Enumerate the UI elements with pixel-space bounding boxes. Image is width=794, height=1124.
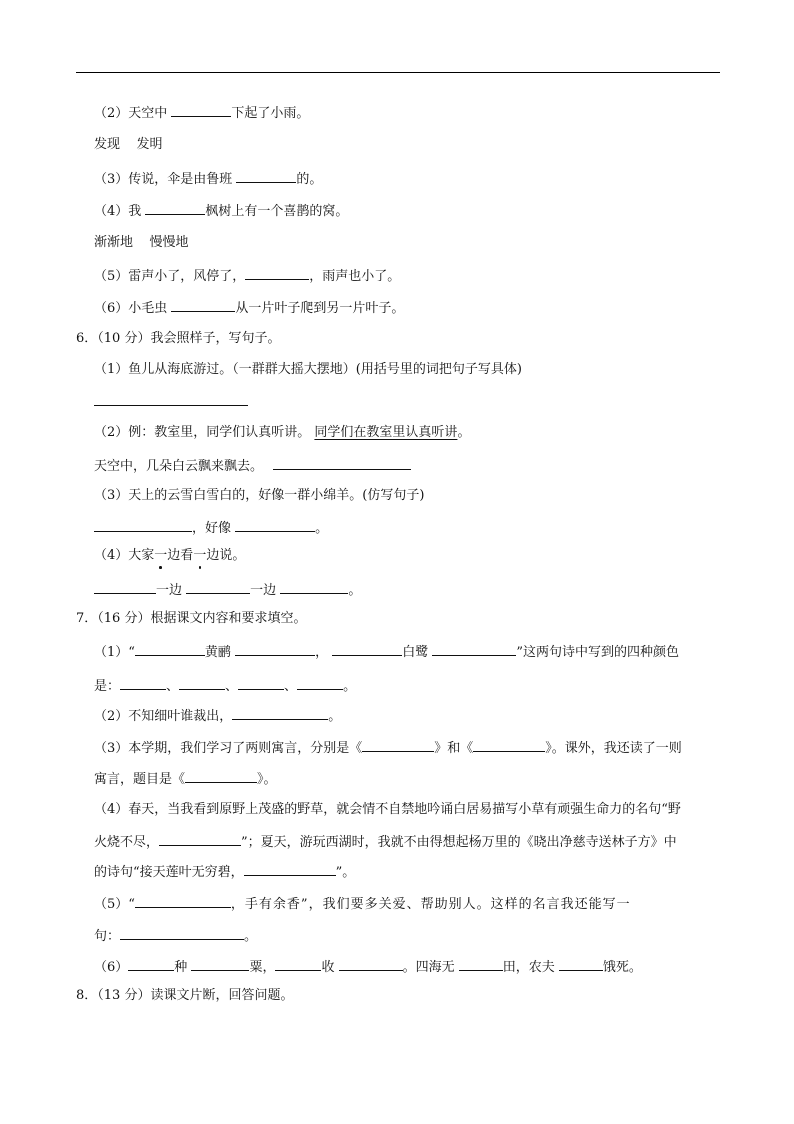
q7-item-3-text: 》和《 [434,741,474,756]
q6-item-4-end: 。 [348,583,362,598]
answer-blank[interactable] [245,266,309,280]
answer-blank[interactable] [473,738,545,752]
q7-item-1-text: ”这两句诗中写到的四种颜色 [516,645,680,660]
q7-header [76,610,306,628]
q6-item-2-example: 同学们在教室里认真听讲 [314,425,458,440]
q6-item-4-yibian: 一边 [250,583,277,598]
q6-item-4-answer [94,580,361,600]
answer-blank[interactable] [186,580,250,594]
separator: 、 [225,679,239,694]
q6-item-2-task [94,456,411,476]
answer-blank[interactable] [179,676,225,690]
answer-blank[interactable] [94,392,248,406]
q8-header-text: 8．（13 分）读课文片断，回答问题。 [76,988,294,1003]
q7-item-6-text: 田，农夫 [502,960,555,975]
q7-item-1-text: （1）“ [94,645,135,660]
answer-blank[interactable] [159,832,241,846]
q6-item-4-dotted-char: 一 [193,548,207,563]
q6-item-1 [94,361,522,379]
q7-item-3-text: 寓言，题目是《 [94,772,186,787]
word-choice-b [94,136,163,154]
q5-item-5-text: （5）雷声小了，风停了， [94,269,246,284]
q6-item-4-dotted-char: 一 [154,548,168,563]
q7-item-1-text: 是： [94,679,121,694]
q6-item-4-text: 边看 [167,548,194,563]
q5-item-3 [94,169,322,189]
q7-item-6 [94,957,642,977]
answer-blank[interactable] [94,518,192,532]
q7-header-text: 7．（16 分）根据课文内容和要求填空。 [76,611,307,626]
answer-blank[interactable] [171,298,235,312]
q7-item-4-text: ”；夏天，游玩西湖时，我就不由得想起杨万里的《晓出净慈寺送林子方》中 [241,835,677,850]
answer-blank[interactable] [145,201,205,215]
q7-item-6-text: 收 [321,960,335,975]
q7-item-4-text: 火烧不尽， [94,835,160,850]
separator: 、 [284,679,298,694]
answer-blank[interactable] [135,642,205,656]
answer-blank[interactable] [120,676,166,690]
q5-item-3-text-end: 的。 [296,172,323,187]
q8-header [76,987,293,1005]
q5-item-4-text-end: 枫树上有一个喜鹊的窝。 [205,204,349,219]
q6-item-1-text: （1）鱼儿从海底游过。（一群群大摇大摆地）(用括号里的词把句子写具体) [94,362,522,377]
q7-item-6-text: 。四海无 [402,960,455,975]
q7-item-1-end: 。 [343,679,357,694]
q7-item-4-cont [94,832,677,852]
answer-blank[interactable] [238,676,284,690]
q7-item-6-text: （6） [94,960,129,975]
q6-item-3-end: 。 [315,521,329,536]
q6-header-text: 6．（10 分）我会照样子，写句子。 [76,331,281,346]
q5-item-3-text: （3）传说，伞是由鲁班 [94,172,233,187]
answer-blank[interactable] [236,169,296,183]
q6-item-2 [94,424,470,442]
q6-item-2-end: 。 [457,425,471,440]
q6-item-4 [94,547,245,565]
q5-item-2-text: （2）天空中 [94,106,168,121]
q5-item-5 [94,266,400,286]
answer-blank[interactable] [339,957,403,971]
q6-item-4-text: （4）大家 [94,548,155,563]
q5-item-5-text-end: ，雨声也小了。 [309,269,401,284]
q7-item-6-text: 饿死。 [602,960,642,975]
q6-item-2-text: （2）例：教室里，同学们认真听讲。 [94,425,311,440]
q7-item-2 [94,706,341,726]
answer-blank[interactable] [559,957,603,971]
header-rule [76,72,720,73]
answer-blank[interactable] [275,957,321,971]
answer-blank[interactable] [297,676,343,690]
q7-item-1-text: 黄鹂 [204,645,231,660]
word-choice-c-text: 渐渐地 慢慢地 [94,235,189,250]
answer-blank[interactable] [273,456,411,470]
q7-item-3 [94,738,682,758]
answer-blank[interactable] [191,957,249,971]
answer-blank[interactable] [171,103,231,117]
q6-item-3-answer [94,518,328,538]
answer-blank[interactable] [135,894,231,908]
q7-item-4 [94,801,681,819]
q6-item-4-text: 边说。 [206,548,246,563]
q5-item-4 [94,201,348,221]
q7-item-5-text: ，手有余香”，我们要多关爱、帮助别人。这样的名言我还能写一 [230,897,631,912]
q5-item-4-text: （4）我 [94,204,142,219]
q7-item-6-text: 粟， [249,960,276,975]
answer-blank[interactable] [94,580,156,594]
word-choice-b-text: 发现 发明 [94,137,163,152]
q7-item-4-text: （4）春天，当我看到原野上茂盛的野草，就会情不自禁地吟诵白居易描写小草有顽强生命力的名句“野 [94,802,681,817]
separator: 、 [166,679,180,694]
q6-item-2-task-text: 天空中，几朵白云飘来飘去。 [94,459,264,474]
q6-item-3-text: （3）天上的云雪白雪白的，好像一群小绵羊。(仿写句子) [94,488,425,503]
q7-item-5-text: （5）“ [94,897,135,912]
q7-item-3-cont [94,769,277,789]
q7-item-2-end: 。 [328,709,342,724]
q7-item-1-text: ， [315,645,329,660]
q7-item-1-text: 白鹭 [402,645,429,660]
q7-item-5-cont [94,926,257,946]
q7-item-4-text: 的诗句“接天莲叶无穷碧， [94,865,244,880]
q7-item-3-text: （3）本学期，我们学习了两则寓言，分别是《 [94,741,363,756]
answer-blank[interactable] [128,957,174,971]
answer-blank[interactable] [185,769,257,783]
q7-item-4-text: ”。 [335,865,356,880]
q6-item-1-answer [94,392,248,412]
q7-item-1 [94,642,679,662]
q7-item-5 [94,894,631,914]
answer-blank[interactable] [120,926,244,940]
q7-item-5-end: 。 [244,929,258,944]
q6-item-3 [94,487,424,505]
q7-item-1-colors [94,676,356,696]
answer-blank[interactable] [232,706,328,720]
answer-blank[interactable] [235,642,315,656]
q7-item-5-text: 句： [94,929,121,944]
answer-blank[interactable] [244,862,336,876]
q6-item-3-mid: ，好像 [192,521,232,536]
word-choice-c [94,234,189,252]
q7-item-2-text: （2）不知细叶谁裁出， [94,709,233,724]
q5-item-6 [94,298,404,318]
q5-item-6-text-end: 从一片叶子爬到另一片叶子。 [235,301,405,316]
q7-item-4-cont2 [94,862,355,882]
answer-blank[interactable] [235,518,315,532]
q7-item-3-text: 》。课外，我还读了一则 [545,741,682,756]
answer-blank[interactable] [432,642,516,656]
q5-item-2 [94,103,309,123]
answer-blank[interactable] [362,738,434,752]
q5-item-6-text: （6）小毛虫 [94,301,168,316]
q7-item-3-text: 》。 [257,772,277,787]
answer-blank[interactable] [332,642,402,656]
q7-item-6-text: 种 [174,960,188,975]
answer-blank[interactable] [459,957,503,971]
q6-item-4-yibian: 一边 [156,583,183,598]
answer-blank[interactable] [280,580,348,594]
q5-item-2-text-end: 下起了小雨。 [231,106,310,121]
q6-header [76,330,280,348]
